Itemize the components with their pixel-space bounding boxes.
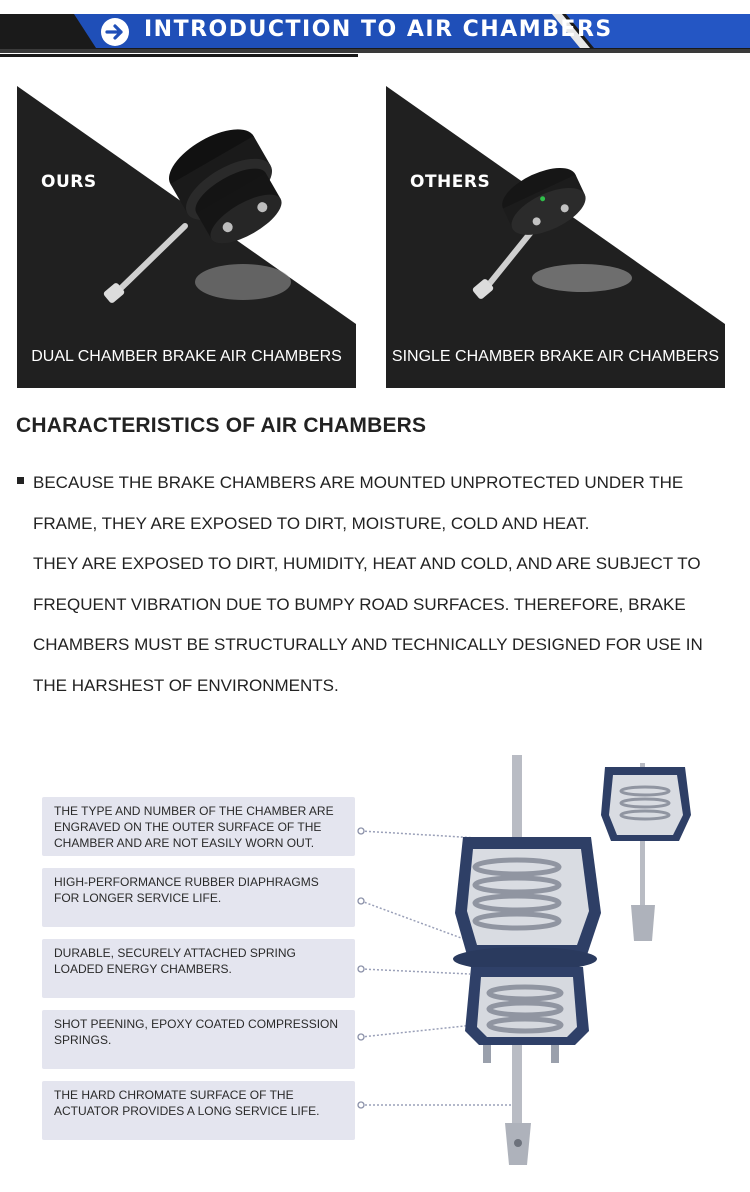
page-title: INTRODUCTION TO AIR CHAMBERS bbox=[144, 17, 613, 42]
section-title: CHARACTERISTICS OF AIR CHAMBERS bbox=[16, 414, 427, 437]
air-chamber-cutaway-image bbox=[355, 745, 695, 1185]
panel-caption: SINGLE CHAMBER BRAKE AIR CHAMBERS bbox=[391, 348, 720, 365]
single-chamber-image bbox=[386, 86, 725, 388]
panel-ours bbox=[17, 86, 356, 388]
panel-tag: OTHERS bbox=[410, 172, 491, 192]
panel-caption: DUAL CHAMBER BRAKE AIR CHAMBERS bbox=[31, 348, 342, 365]
panel-tag: OURS bbox=[41, 172, 97, 192]
dual-chamber-image bbox=[17, 86, 356, 388]
bullet-square-icon bbox=[17, 477, 24, 484]
feature-callout: HIGH-PERFORMANCE RUBBER DIAPHRAGMS FOR LONGER SERVICE LIFE. bbox=[42, 868, 355, 927]
characteristics-paragraph: BECAUSE THE BRAKE CHAMBERS ARE MOUNTED UNPROTECTED UNDER THE FRAME, THEY ARE EXPOSED TO DIRT, MOISTURE, COLD AND HEAT. bbox=[33, 473, 684, 533]
characteristics-paragraph: THEY ARE EXPOSED TO DIRT, HUMIDITY, HEAT AND COLD, AND ARE SUBJECT TO FREQUENT VIBRATION DUE TO BUMPY ROAD SURFACES. THEREFORE, BRAKE CHAMBERS MUST BE STRUCTURALLY AND TECHNICALLY DESIGNED FOR USE IN THE HARSHEST OF ENVIRONMENTS. bbox=[33, 554, 703, 695]
header-banner bbox=[0, 0, 750, 58]
panel-others bbox=[386, 86, 725, 388]
feature-callout: SHOT PEENING, EPOXY COATED COMPRESSION SPRINGS. bbox=[42, 1010, 355, 1069]
feature-callout: THE TYPE AND NUMBER OF THE CHAMBER ARE ENGRAVED ON THE OUTER SURFACE OF THE CHAMBER AND ARE NOT EASILY WORN OUT. bbox=[42, 797, 355, 856]
feature-callout: DURABLE, SECURELY ATTACHED SPRING LOADED ENERGY CHAMBERS. bbox=[42, 939, 355, 998]
feature-callout: THE HARD CHROMATE SURFACE OF THE ACTUATOR PROVIDES A LONG SERVICE LIFE. bbox=[42, 1081, 355, 1140]
arrow-right-circle-icon bbox=[99, 16, 131, 48]
